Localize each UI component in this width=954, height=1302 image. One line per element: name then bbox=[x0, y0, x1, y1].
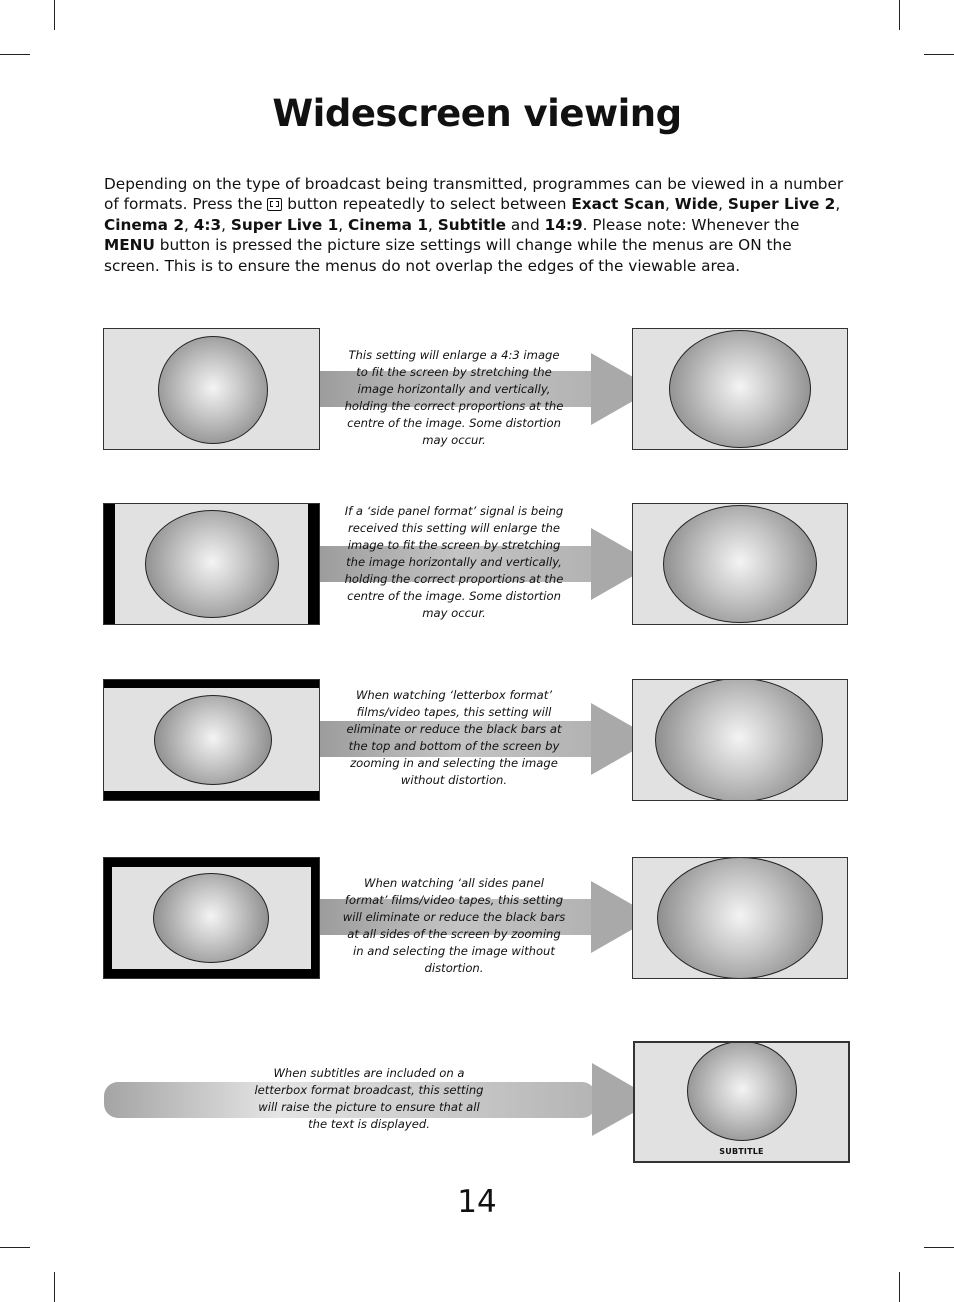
picture-ellipse bbox=[655, 679, 823, 801]
option-cinema-2: Cinema 2 bbox=[104, 215, 184, 234]
source-screen-side-panel bbox=[103, 503, 320, 625]
picture-ellipse bbox=[153, 873, 269, 963]
description-3: When watching ‘letterbox format’ films/video tapes, this setting will eliminate or reduce the black bars at the top and bottom of the screen by zooming in and selecting the image without distortion. bbox=[346, 688, 562, 787]
result-screen-2 bbox=[632, 503, 848, 625]
source-screen-letterbox bbox=[103, 679, 320, 801]
result-screen-1 bbox=[632, 328, 848, 450]
option-4-3: 4:3 bbox=[193, 215, 222, 234]
result-screen-4 bbox=[632, 857, 848, 979]
description-5: When subtitles are included on a letterbox format broadcast, this setting will raise the picture to ensure that all the text is displayed. bbox=[254, 1066, 484, 1131]
subtitle-label: SUBTITLE bbox=[719, 1147, 764, 1156]
option-cinema-1: Cinema 1 bbox=[348, 215, 428, 234]
source-screen-all-sides-panel bbox=[103, 857, 320, 979]
black-bottom-bar bbox=[104, 791, 319, 800]
description-1: This setting will enlarge a 4:3 image to fit the screen by stretching the image horizontally and vertically, holding the correct proportions at the centre of the image. Some distortion may occur. bbox=[344, 348, 564, 447]
option-super-live-2: Super Live 2 bbox=[727, 195, 836, 214]
black-side-bar bbox=[308, 504, 319, 624]
description-2: If a ‘side panel format’ signal is being received this setting will enlarge the image to fit the screen by stretching the image horizontally and vertically, holding the correct proportions at the centre of the image. Some distortion may occur. bbox=[344, 504, 564, 620]
page-title: Widescreen viewing bbox=[272, 92, 682, 135]
picture-ellipse bbox=[663, 505, 817, 623]
option-exact-scan: Exact Scan bbox=[571, 195, 665, 214]
option-super-live-1: Super Live 1 bbox=[230, 215, 339, 234]
option-wide: Wide bbox=[674, 195, 719, 214]
source-screen-4-3 bbox=[103, 328, 320, 450]
picture-ellipse bbox=[669, 330, 811, 448]
picture-circle bbox=[687, 1041, 797, 1141]
intro-paragraph: Depending on the type of broadcast being transmitted, programmes can be viewed in a number of formats. Press the button repeatedly to select between Exact Scan, Wide, Super Live 2, Cinema 2, 4:3, Super Live 1, Cinema 1, Subtitle and 14:9. Please note: Whenever the MENU button is pressed the picture size settings will change while the menus are ON the screen. This is to ensure the menus do not overlap the edges of the viewable area. bbox=[104, 175, 844, 275]
black-top-bar bbox=[104, 680, 319, 688]
result-screen-subtitle bbox=[633, 1041, 850, 1163]
picture-ellipse bbox=[154, 695, 272, 785]
picture-ellipse bbox=[657, 857, 823, 979]
black-side-bar bbox=[104, 504, 115, 624]
picture-circle bbox=[158, 336, 268, 444]
picture-ellipse bbox=[145, 510, 279, 618]
option-14-9: 14:9 bbox=[544, 215, 583, 234]
result-screen-3 bbox=[632, 679, 848, 801]
page-number: 14 bbox=[457, 1184, 497, 1220]
option-subtitle: Subtitle bbox=[437, 215, 507, 234]
menu-button-label: MENU bbox=[104, 236, 155, 255]
description-4: When watching ‘all sides panel format’ films/video tapes, this setting will eliminate or reduce the black bars at all sides of the screen by zooming in and selecting the image without distortion. bbox=[342, 876, 566, 975]
inner-picture-area bbox=[112, 867, 311, 969]
